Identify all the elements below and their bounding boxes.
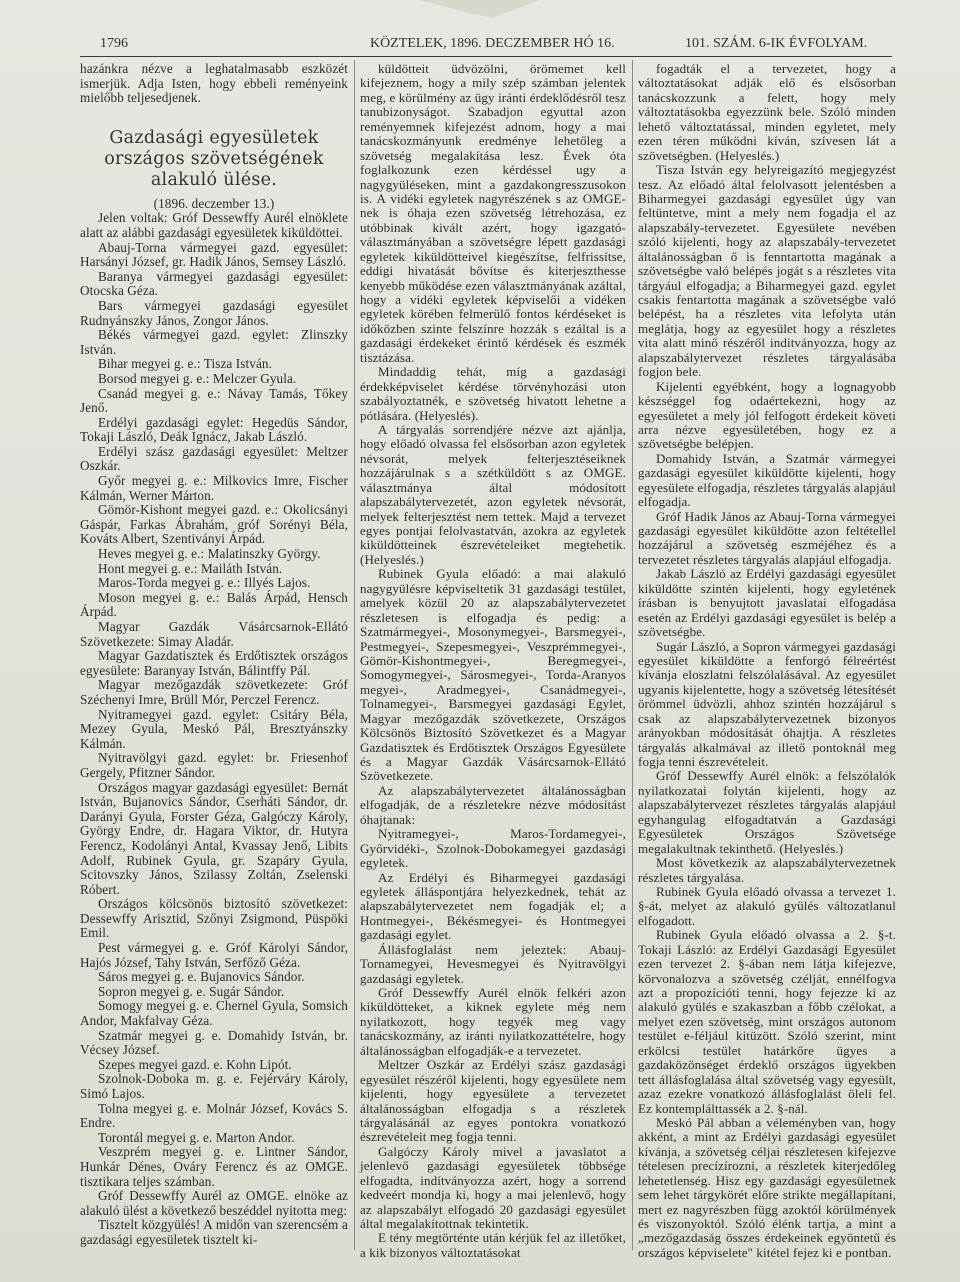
page-header — [100, 34, 890, 56]
delegate-entry: Szepes megyei gazd. e. Kohn Lipót. — [98, 1056, 292, 1072]
delegate-entry: Győr megyei g. e.: Milkovics Imre, Fischer Kálmán, Werner Márton. — [80, 473, 348, 503]
delegate-entry: Sopron megyei g. e. Sugár Sándor. — [98, 983, 285, 999]
header-rule — [80, 56, 892, 57]
delegate-entry: Borsod megyei g. e.: Melczer Gyula. — [98, 370, 297, 386]
column-3 — [638, 62, 896, 1260]
delegate-entry: Gömör-Kishont megyei gazd. e.: Okolicsányi Gáspár, Farkas Ábrahám, gróf Sorényi Béla, Kováts Albert, Szentiványi Árpád. — [80, 502, 348, 547]
article-paragraph: A tárgyalás sorrendjére nézve azt ajánlja, hogy előadó olvassa fel elsősorban azon egyletek névsorát, melyek felterjesztéseiknek hozzájárulnak s a szétküldött s az OMGE. választmánya által módosított alapszabálytervezetét, azon egyletek névsorát, melyek felterjesztést nem tettek. Majd a tervezet egyes pontjai felolvastatván, azokra az egyletek kiküldötteinek észrevételeiket megtehetik. (Helyeslés.) — [360, 421, 626, 567]
article-paragraph: Kijelenti egyébként, hogy a lognagyobb készséggel fog odaértekezni, hogy az egyesületet a mely jól felfogott érdekeit követi arra nézve egyesületében, hogy ez a szövetségbe belépjen. — [638, 378, 896, 452]
article-paragraph: Rubinek Gyula előadó: a mai alakuló nagygyülésre képviseltetik 31 gazdasági testület, amelyek közül 20 az alapszabálytervezetet részletesen is elfogadja és pedig: a Szatmármegyei-, Mosonymegyei-, Barsmegyei-, Pestmegyei-, Szepesmegyei-, Veszprémmegyei-, Gömör-Kishontmegyei-, Beregmegyei-, Somogymegyei-, Sárosmegyei-, Torda-Aranyos megyei-, Aradmegyei-, Csanádmegyei-, Tolnamegyei-, Barsmegyei gazdasági Egylet, Magyar mezőgazdák szövetkezete, Országos Kölcsönös Biztosító Szövetkezet és a Magyar Gazdatisztek és Erdőtisztek Országos Egyesülete és a Magyar Gazdák Vásárcsarnok-Ellátó Szövetkezete. — [360, 566, 626, 784]
article-paragraph: Sugár László, a Sopron vármegyei gazdasági egyesület kiküldötte a fenforgó félreértést kívánja eloszlatni felszólalásával. Az egyesület ugyanis kijelentette, hogy a szövetség létesítését örömmel üdvözli, ahhoz szintén hozzájárul s csak az alapszabálytervezetnek bizonyos arányokban módosítását óhajtja. A részletes tárgyalás alkalmával az illető pontoknál meg fogja tenni észrevételeit. — [638, 638, 896, 769]
column-rule-1 — [354, 60, 355, 1250]
delegate-entry: Szatmár megyei g. e. Domahidy István, br. Vécsey József. — [80, 1027, 348, 1058]
intro-paragraph: hazánkra nézve a leghatalmasabb eszközét ismerjük. Adja Isten, hogy ebbeli reményeink mielőbb teljesedjenek. — [80, 61, 348, 106]
article-paragraph: Az alapszabálytervezetet általánosságban elfogadják, de a részletekre nézve módosítást óhajtanak: — [360, 782, 626, 827]
article-paragraph: Rubinek Gyula előadó olvassa a tervezet 1. §-át, melyet az alakuló gyülés változatlanul elfogadott. — [638, 883, 896, 928]
delegate-entry: Hont megyei g. e.: Mailáth István. — [98, 560, 283, 576]
delegate-entry: Bars vármegyei gazdasági egyesület Rudnyánszky János, Zongor János. — [80, 297, 348, 328]
article-paragraph: Most következik az alapszabálytervezetnek részletes tárgyalása. — [638, 855, 896, 885]
column-1 — [80, 62, 348, 1248]
delegate-entry: Abauj-Torna vármegyei gazd. egyesület: Harsányi József, gr. Hadik János, Semsey László. — [80, 239, 348, 270]
article-paragraph: Meltzer Oszkár az Erdélyi szász gazdasági egyesület részéről kijelenti, hogy egyesülete nem kijelenti, hogy egyesülete a tervezetet általánosságban elfogadja s a részletek tárgyalásánál az egyes pontokra vonatkozó észrevételeit meg fogja tenni. — [360, 1057, 626, 1145]
delegate-entry: Magyar mezőgazdák szövetkezete: Gróf Széchenyi Imre, Brüll Mór, Perczel Ferencz. — [80, 677, 348, 707]
article-paragraph: Meskó Pál abban a véleményben van, hogy akként, a mint az Erdélyi gazdasági egyesület kívánja, a szövetség céljai részletesen kifejezve tételesen precízírozni, a részletek kiterjedőleg lehetetlenség. Hisz egy gazdasági egyesületnek sem lehet tárgykörét előre strikte megállapítani, mert ez nagyrészben függ azoktól körülmények és viszonyoktól. Szóló élénk tartja, a mint a „mezőgazdaság összes érdekeinek egyöntetű és országos képviselete" kitétel fejez ki e pontban. — [638, 1114, 896, 1260]
delegate-entry: Tolna megyei g. e. Molnár József, Kovács S. Endre. — [80, 1100, 348, 1131]
article-paragraph: Mindaddig tehát, míg a gazdasági érdekképviselet kérdése törvényhozási uton szabályoztatnék, e szövetség hivatott lehetne a pótlására. (Helyeslés). — [360, 364, 626, 423]
meeting-date: (1896. deczember 13.) — [153, 195, 275, 211]
delegate-entry: Nyitramegyei gazd. egylet: Csitáry Béla, Mezey Gyula, Meskó Pál, Bresztyánszky Kálmán. — [80, 706, 348, 751]
delegate-entry: Magyar Gazdatisztek és Erdőtisztek országos egyesülete: Baranyay István, Bálintffy Pál. — [80, 648, 348, 678]
article-paragraph: Domahidy István, a Szatmár vármegyei gazdasági egyesület kiküldötte kijelenti, hogy egyesülete elfogadja, részletes tárgyalás alapjául elfogadja. — [638, 450, 896, 510]
delegate-entry: Országos kölcsönös biztosító szövetkezet: Dessewffy Arisztid, Szőnyi Zsigmond, Püspöki Emil. — [80, 896, 348, 941]
delegate-entry: Szolnok-Doboka m. g. e. Fejérváry Károly, Simó Lajos. — [80, 1071, 348, 1101]
delegate-entry: Pest vármegyei g. e. Gróf Károlyi Sándor, Hajós József, Tahy István, Serfőző Géza. — [80, 940, 348, 970]
delegate-entry: Nyitravölgyi gazd. egylet: br. Friesenhof Gergely, Pfitzner Sándor. — [80, 750, 348, 780]
delegate-entry: Baranya vármegyei gazdasági egyesület: Otocska Géza. — [80, 268, 348, 299]
delegate-entry: Moson megyei g. e.: Balás Árpád, Hensch Árpád. — [80, 589, 348, 620]
article-paragraph: Az Erdélyi és Biharmegyei gazdasági egyletek álláspontjára helyezkednek, tehát az alapszabálytervezetet nem fogadják el; a Hontmegyei-, Békésmegyei- és Hontmegyei gazdasági egylet. — [360, 869, 626, 943]
article-paragraph: Jakab László az Erdélyi gazdasági egyesület kiküldötte szintén kijelenti, hogy egyletének írásban is benyujtott javaslatai elfogadása esetén az Erdélyi gazdasági egyesület is belép a szövetségbe. — [638, 566, 896, 640]
article-paragraph: Gróf Dessewffy Aurél elnök: a felszólalók nyilatkozatai folytán kijelenti, hogy az alapszabálytervezet részletes tárgyalás alapjául egyhangulag elfogadtatván a Gazdasági Egyesületek Országos Szövetsége megalakultnak tekinthető. (Helyeslés.) — [638, 768, 896, 856]
column-rule-2 — [632, 60, 633, 1250]
delegate-entry: Erdélyi szász gazdasági egyesület: Meltzer Oszkár. — [80, 443, 348, 474]
article-paragraph: Tisza István egy helyreigazító megjegyzést tesz. Az előadó által felolvasott jelentésben a Biharmegyei gazdasági egyesület úgy van feltüntetve, mint a mely nem fogadja el az alapszabály-tervezetet. Egyesülete nevében szóló kijelenti, hogy az alapszabály-tervezetet általánosságban ő is fenntartotta magának a szövetségbe való belépés jogát s a részletes vita tárgyául elfogadja; a Biharmegyei gazd. egylet csakis fentartotta magának a szövetségbe való belépést, ha a részletes vita lefolyta után meglátja, hogy az egyesület hogy a részletes vita alatt minő részéről inditványozza, hogy az alapszabálytervezet részletes tárgyalásába fogjon bele. — [638, 162, 896, 380]
publication-title: KÖZTELEK, 1896. DECZEMBER HÓ 16. — [370, 36, 615, 51]
delegate-entry: Somogy megyei g. e. Chernel Gyula, Somsich Andor, Makfalvay Géza. — [80, 998, 348, 1029]
delegate-entry: Torontál megyei g. e. Marton Andor. — [98, 1129, 295, 1145]
delegate-entry: Bihar megyei g. e.: Tisza István. — [98, 356, 272, 372]
delegate-entry: Magyar Gazdák Vásárcsarnok-Ellátó Szövetkezete: Simay Aladár. — [80, 619, 348, 649]
delegate-entry: Sáros megyei g. e. Bujanovics Sándor. — [98, 969, 305, 985]
address-paragraph: Tisztelt közgyülés! A midőn van szerencsém a gazdasági egyesületek tisztelt ki- — [80, 1217, 348, 1247]
closing-paragraph: Gróf Dessewffy Aurél az OMGE. elnöke az alakuló ülést a következő beszéddel nyitotta meg: — [80, 1188, 348, 1218]
article-paragraph: fogadták el a tervezetet, hogy a változtatásokat adják elő és elsősorban tanácskozzunk a felett, hogy mely változtatásokba egyezzünk bele. Szóló minden lehető változtatással, minden egyletet, mely ezen téren működni kíván, szívesen lát a szövetségben. (Helyeslés.) — [638, 61, 896, 163]
article-paragraph: Galgóczy Károly mivel a javaslatot a jelenlevő gazdasági egyesületek többsége elfogadta, indítványozza azért, hogy a sorrend kedveért mondja ki, hogy a mai jelenlevő, hogy az alapszabályt elfogadó 20 gazdasági egyesület által megalakítottnak tekintetik. — [360, 1143, 626, 1231]
section-title: Gazdasági egyesületek országos szövetségének alakuló ülése. — [104, 127, 324, 190]
delegate-entry: Csanád megyei g. e.: Návay Tamás, Tőkey Jenő. — [80, 385, 348, 416]
delegate-entry: Békés vármegyei gazd. egylet: Zlinszky István. — [80, 327, 348, 357]
article-paragraph: Gróf Hadik János az Abauj-Torna vármegyei gazdasági egyesület kiküldötte azon feltétellel hozzájárul a szövetség eszméjéhez és a tervezetet részletes tárgyalás alapjául elfogadja. — [638, 508, 896, 567]
paper-tear-mark — [420, 0, 540, 18]
delegate-entry: Maros-Torda megyei g. e.: Illyés Lajos. — [98, 575, 311, 591]
article-paragraph: Nyitramegyei-, Maros-Tordamegyei-, Győrvidéki-, Szolnok-Dobokamegyei gazdasági egyletek. — [360, 826, 626, 871]
delegate-entry: Erdélyi gazdasági egylet: Hegedüs Sándor, Tokaji László, Deák Ignácz, Jakab László. — [80, 414, 348, 445]
article-paragraph: Állásfoglalást nem jeleztek: Abauj-Tornamegyei, Hevesmegyei és Nyitravölgyi gazdasági egyletek. — [360, 941, 626, 986]
page-number: 1796 — [100, 36, 128, 51]
attendance-paragraph: Jelen voltak: Gróf Dessewffy Aurél elnöklete alatt az alábbi gazdasági egyesületek kiküldöttei. — [80, 210, 348, 240]
article-paragraph: E tény megtörténte után kérjük fel az illetőket, a kik bizonyos változtatásokat — [360, 1230, 626, 1260]
delegate-entry: Veszprém megyei g. e. Lintner Sándor, Hunkár Dénes, Ováry Ferencz és az OMGE. tisztikara teljes számban. — [80, 1144, 348, 1189]
column-2 — [360, 62, 626, 1260]
delegate-entry: Heves megyei g. e.: Malatinszky György. — [98, 546, 321, 562]
article-paragraph: Gróf Dessewffy Aurél elnök felkéri azon kiküldötteket, a kiknek egylete még nem nyilatkozott, hogy tegyék meg vagy tanácskozmány, az iránti nyilatkozattételre, hogy általánosságban elfogadják-e a tervezetet. — [360, 985, 626, 1058]
delegate-entry: Országos magyar gazdasági egyesület: Bernát István, Bujanovics Sándor, Cserháti Sándor, dr. Darányi Gyula, Forster Géza, Galgóczy Károly, György Endre, dr. Hagara Viktor, dr. Hutyra Ferencz, Kodolányi Antal, Kvassay Jenő, Libits Adolf, Rubinek Gyula, gr. Szapáry Gyula, Scitovszky János, Szilassy Zoltán, Zselenski Róbert. — [80, 779, 348, 897]
issue-info: 101. SZÁM. 6-IK ÉVFOLYAM. — [685, 36, 868, 51]
article-paragraph: Rubinek Gyula előadó olvassa a 2. §-t. Tokaji László: az Erdélyi Gazdasági Egyesület ezen tervezet 2. §-ában nem látja kifejezve, körvonalozva a szövetség czélját, ennélfogva azt a propozícióti tenni, hogy fejezze ki az alakuló gyülés e szakaszban a főbb czélokat, a melyet ezen szövetség, mint országos autonom testület e-féljául kitüzött. Szóló szerint, mint erkölcsi testület határkőre ügyes a gazdaközönséget érdeklő országos ügyekben tett állásfoglalása által szövetség vagy egyesült, azaz ezekre vonatkozó állásfoglalást öleli fel. Ez kontemplálttassék a 2. §-nál. — [638, 927, 896, 1116]
delegate-list — [80, 241, 348, 1190]
article-paragraph: küldötteit üdvözölni, örömemet kell kifejeznem, hogy a mily szép számban jelentek meg, e körülmény az ügy iránti érdeklődésről tesz tanubizonyságot. Szabadjon egyuttal azon reményemnek kifejezést adnom, hogy a mai tanácskozmányunk eredménye lehetőleg a szövetség megalakítása lesz. Évek óta foglalkozunk ezen kérdéssel ugy a nagygyüléseken, mint a gazdakongresszusokon is. A vidéki egyletek nagyrészének s az OMGE-nek is óhaja ezen szövetség létrehozása, ez utóbbinak kivált azért, hogy igazgató-választmányában a szövetségre lépett gazdasági egyletek kiküldötteivel kiegészítse, felfrissítse, eddigi hivatását bővítse és kiterjeszthesse kenyebb működése ezen választmányának azáltal, hogy a vidéki egyletek képviselői a vidéken egyletek körében felmerülő fontos kérdéseket is időközben szinte felszínre hozzák s ezáltal is a gazdasági érdekeket érintő kérdések és eszmék tisztázása. — [360, 61, 626, 365]
